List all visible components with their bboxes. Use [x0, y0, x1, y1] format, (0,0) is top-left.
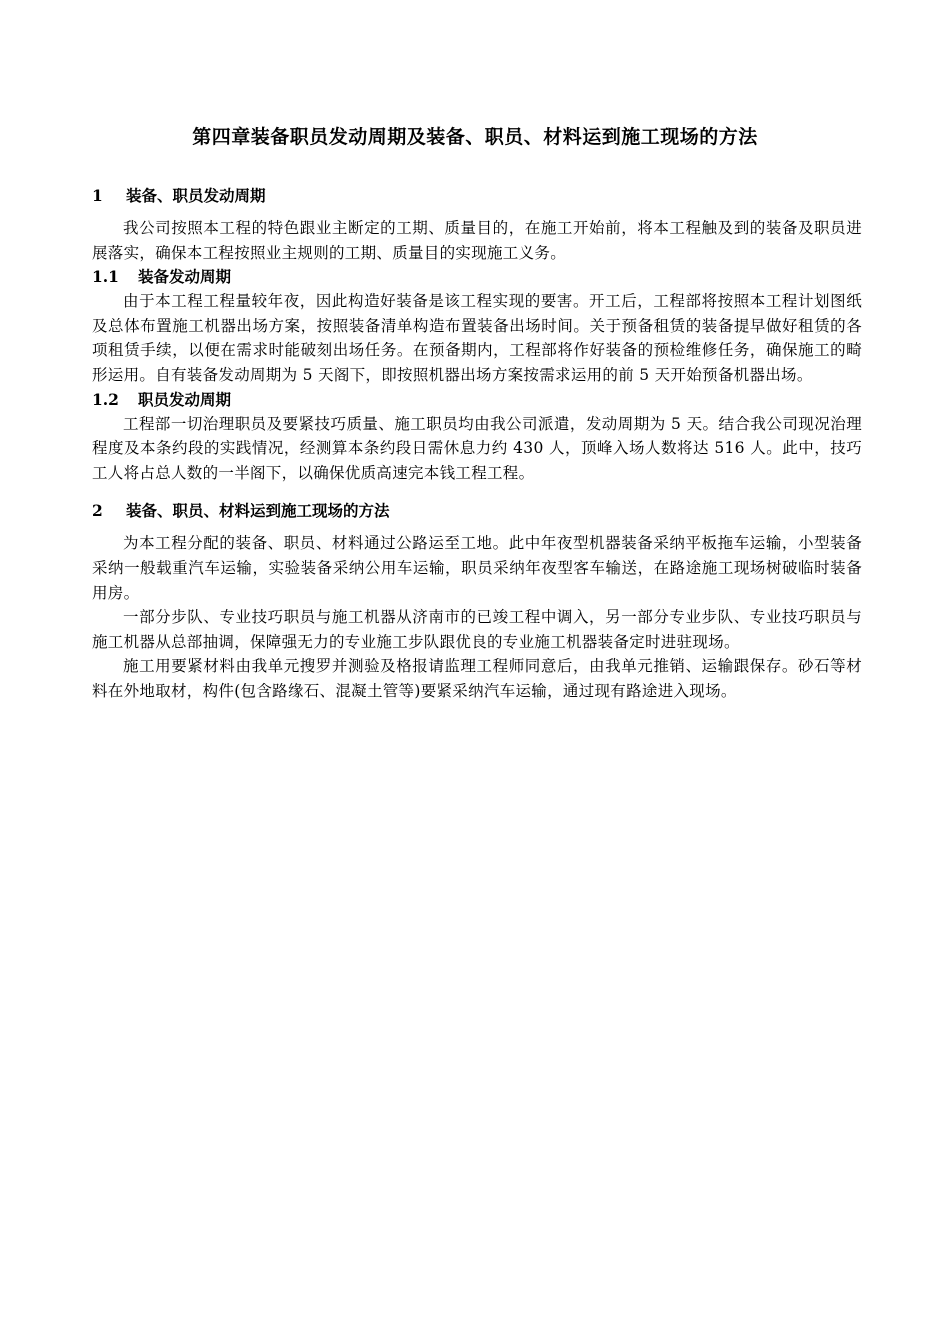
section-1-title: 装备、职员发动周期 — [126, 186, 266, 205]
subsection-1-1-paragraph: 由于本工程工程量较年夜，因此构造好装备是该工程实现的要害。开工后，工程部将按照本工程计划图纸及总体布置施工机器出场方案，按照装备清单构造布置装备出场时间。关于预备租赁的装备提早做好租赁的各项租赁手续，以便在需求时能破刻出场任务。在预备期内，工程部将作好装备的预检维修任务，确保施工的畸形运用。自有装备发动周期为 5 天阁下，即按照机器出场方案按需求运用的前 5 天开始预备机器出场。 — [92, 292, 862, 384]
section-1-number: 1 — [92, 186, 103, 205]
subsection-1-2-number: 1.2 — [92, 389, 119, 409]
section-2-heading — [92, 499, 862, 523]
document-body — [92, 184, 862, 704]
document-title: 第四章装备职员发动周期及装备、职员、材料运到施工现场的方法 — [192, 126, 758, 148]
subsection-1-2-title: 职员发动周期 — [138, 389, 232, 409]
section-2-paragraph-1: 为本工程分配的装备、职员、材料通过公路运至工地。此中年夜型机器装备采纳平板拖车运输，小型装备采纳一般载重汽车运输，实验装备采纳公用车运输，职员采纳年夜型客车输送，在路途施工现场树破临时装备用房。 — [92, 534, 862, 602]
subsection-1-1-heading — [92, 265, 862, 289]
section-2-number: 2 — [92, 501, 103, 521]
subsection-1-1-title: 装备发动周期 — [138, 267, 232, 287]
section-1-intro-paragraph: 我公司按照本工程的特色跟业主断定的工期、质量目的，在施工开始前，将本工程触及到的装备及职员进展落实，确保本工程按照业主规则的工期、质量目的实现施工义务。 — [92, 219, 862, 262]
subsection-1-2-heading — [92, 388, 862, 412]
section-1-heading — [92, 184, 862, 208]
section-2-paragraph-2: 一部分步队、专业技巧职员与施工机器从济南市的已竣工程中调入，另一部分专业步队、专业技巧职员与施工机器从总部抽调，保障强无力的专业施工步队跟优良的专业施工机器装备定时进驻现场。 — [92, 608, 862, 651]
section-2-paragraph-3: 施工用要紧材料由我单元搜罗并测验及格报请监理工程师同意后，由我单元推销、运输跟保存。砂石等材料在外地取材，构件(包含路缘石、混凝土管等)要紧采纳汽车运输，通过现有路途进入现场。 — [92, 657, 862, 700]
subsection-1-1-number: 1.1 — [92, 267, 119, 287]
section-2-title: 装备、职员、材料运到施工现场的方法 — [126, 501, 390, 521]
subsection-1-2-paragraph: 工程部一切治理职员及要紧技巧质量、施工职员均由我公司派遣，发动周期为 5 天。结合我公司现况治理程度及本条约段的实践情况，经测算本条约段日需休息力约 430 人，顶峰入场人数将达 516 人。此中，技巧工人将占总人数的一半阁下，以确保优质高速完本钱工程工程。 — [92, 414, 862, 482]
